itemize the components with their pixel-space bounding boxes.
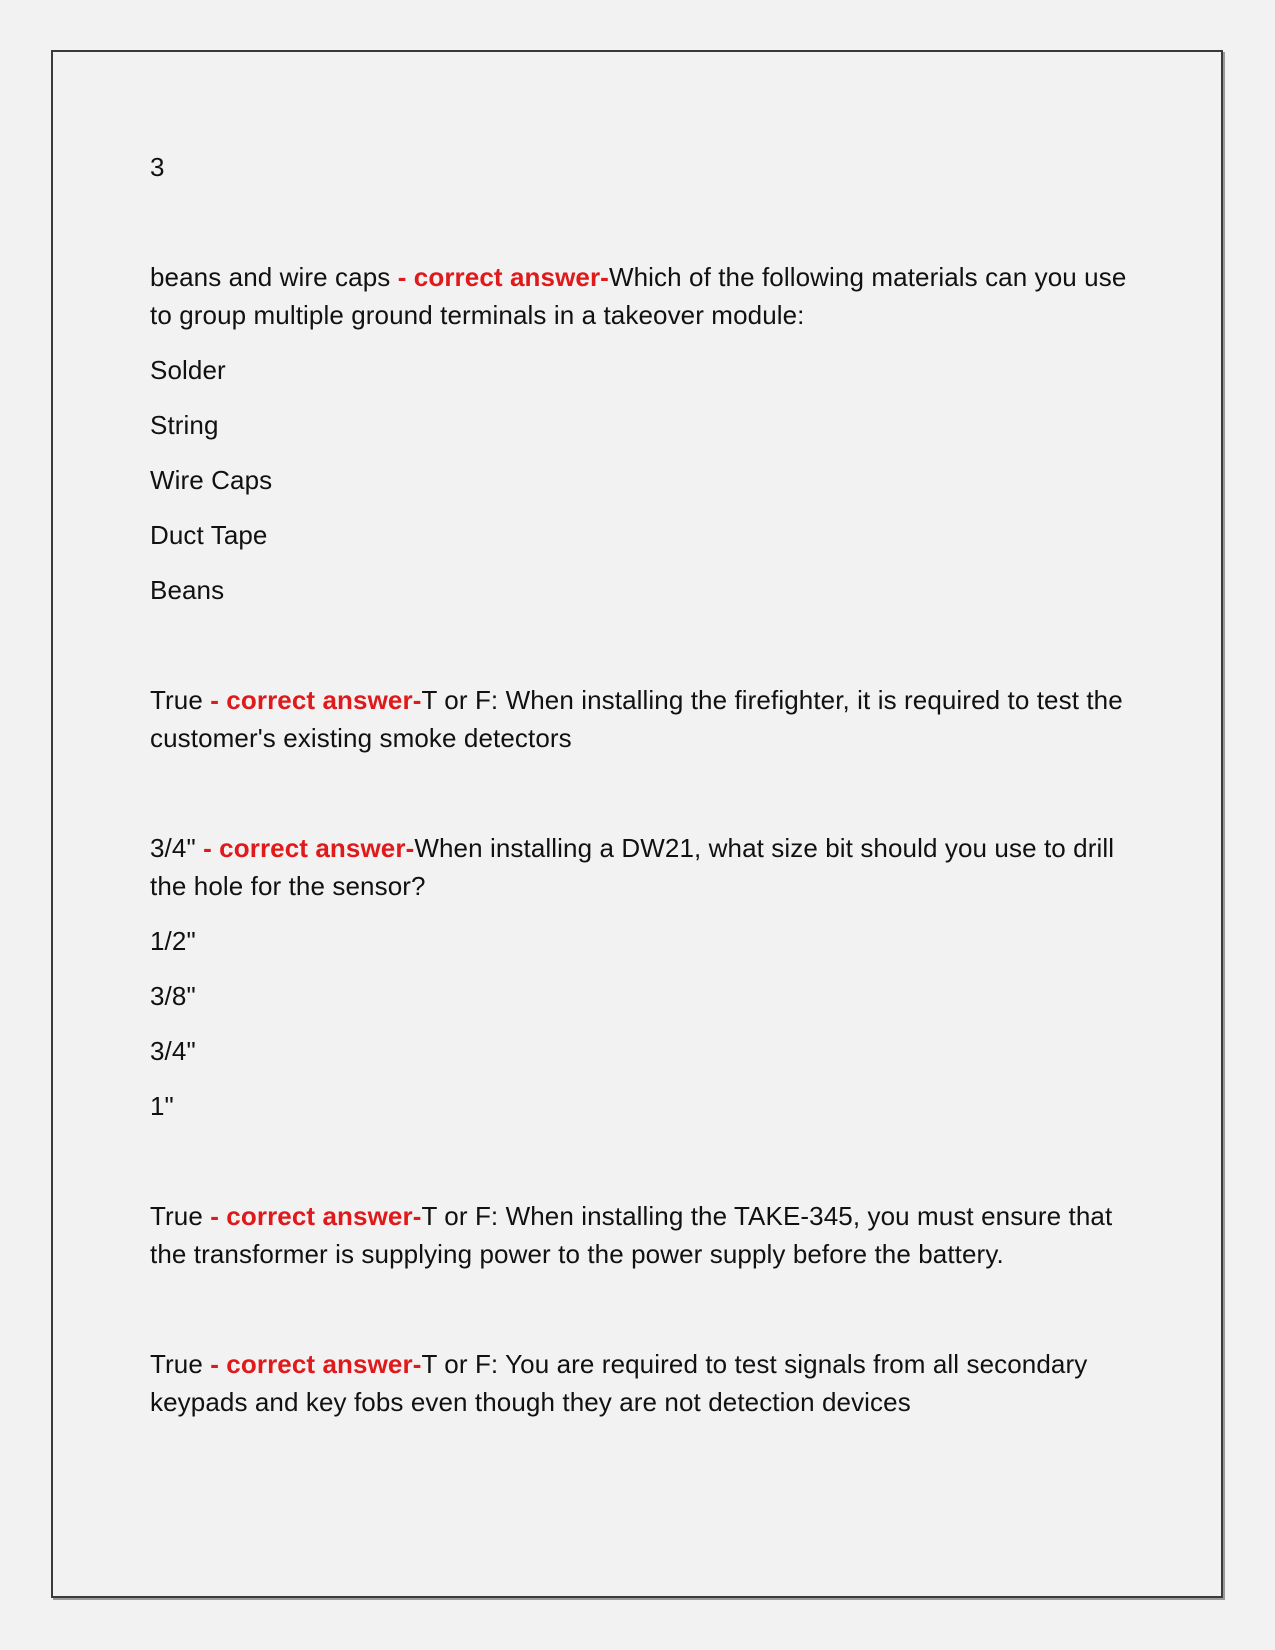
question-text: T or F: When installing the TAKE-345, you must ensure that the transformer is supplying power to the power supply before the battery. — [150, 1201, 1113, 1269]
question-text: T or F: You are required to test signals from all secondary keypads and key fobs even though they are not detection devices — [150, 1349, 1088, 1417]
option-item: Wire Caps — [150, 465, 273, 495]
option-item: 1" — [150, 1091, 174, 1121]
option-item: Beans — [150, 575, 225, 605]
question-text: Which of the following materials can you use to group multiple ground terminals in a takeover module: — [150, 262, 1127, 330]
qa-item-5 — [150, 1345, 1130, 1421]
qa-text — [150, 829, 1130, 905]
correct-answer-marker: - correct answer- — [390, 262, 609, 292]
qa-item-4 — [150, 1197, 1130, 1273]
correct-answer-marker: - correct answer- — [195, 833, 415, 863]
option-item: 3/8" — [150, 981, 196, 1011]
option-item: Solder — [150, 355, 226, 385]
qa-item-3 — [150, 829, 1130, 1125]
option-item: Duct Tape — [150, 520, 268, 550]
qa-text — [150, 1197, 1130, 1273]
qa-text — [150, 681, 1130, 757]
answer-text: beans and wire caps — [150, 262, 391, 292]
option-item: 3/4" — [150, 1036, 196, 1066]
correct-answer-marker: - correct answer- — [202, 685, 422, 715]
option-item: String — [150, 410, 219, 440]
answer-text: True — [150, 685, 203, 715]
qa-text — [150, 1345, 1130, 1421]
answer-text: 3/4" — [150, 833, 196, 863]
document-body — [150, 148, 1130, 1421]
page-number: 3 — [150, 152, 165, 182]
qa-item-1 — [150, 258, 1130, 609]
correct-answer-marker: - correct answer- — [202, 1201, 422, 1231]
question-text: When installing a DW21, what size bit should you use to drill the hole for the sensor? — [150, 833, 1115, 901]
qa-item-2 — [150, 681, 1130, 757]
correct-answer-marker: - correct answer- — [202, 1349, 422, 1379]
qa-text — [150, 258, 1130, 334]
option-item: 1/2" — [150, 926, 196, 956]
answer-text: True — [150, 1349, 203, 1379]
answer-text: True — [150, 1201, 203, 1231]
question-text: T or F: When installing the firefighter, it is required to test the customer's existing smoke detectors — [150, 685, 1123, 753]
